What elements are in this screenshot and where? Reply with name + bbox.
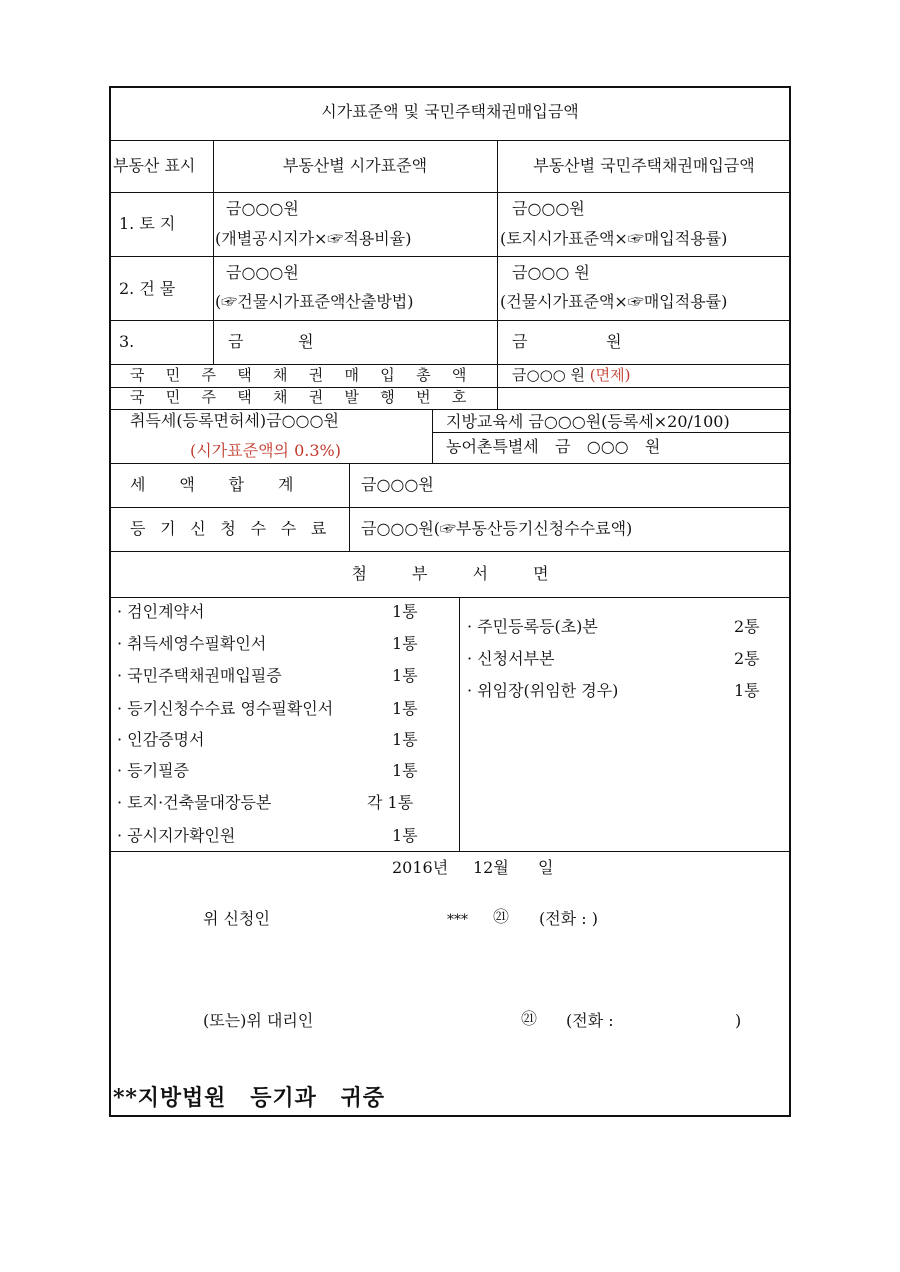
row-land-label: 1. 토 지 — [119, 214, 176, 233]
rule — [432, 409, 433, 463]
building-bond-amount: 금○○○ 원 — [512, 263, 590, 282]
bond-total-label: 국 민 주 택 채 권 매 입 총 액 — [130, 366, 475, 384]
attachment-item: · 신청서부본 — [467, 649, 555, 668]
registration-fee-amount: 금○○○원(☞부동산등기신청수수료액) — [361, 519, 633, 538]
attachment-item: · 취득세영수필확인서 — [117, 634, 267, 653]
attachment-count: 2통 — [734, 617, 760, 636]
attachment-item: · 검인계약서 — [117, 602, 205, 621]
attachment-count: 1통 — [392, 730, 418, 749]
rule — [459, 597, 460, 851]
header-property: 부동산 표시 — [113, 156, 196, 175]
agent-seal-icon: ㉑ — [521, 1009, 538, 1028]
agent-label: (또는)위 대리인 — [203, 1011, 314, 1030]
attachment-item: · 주민등록등(초)본 — [467, 617, 598, 636]
attachment-item: · 토지·건축물대장등본 — [117, 793, 272, 812]
attachment-count: 2통 — [734, 649, 760, 668]
date-month: 12월 — [473, 858, 509, 877]
row-3-bond: 금 원 — [512, 332, 622, 351]
attachment-item: · 공시지가확인원 — [117, 826, 236, 845]
applicant-label: 위 신청인 — [203, 909, 270, 928]
form-title: 시가표준액 및 국민주택채권매입금액 — [321, 102, 579, 121]
rule — [109, 507, 791, 508]
row-3-value: 금 원 — [228, 332, 314, 351]
tax-total-amount: 금○○○원 — [361, 475, 434, 494]
row-building-label: 2. 건 물 — [119, 279, 176, 298]
rural-tax: 농어촌특별세 금 ○○○ 원 — [446, 437, 661, 456]
bond-total-amount — [512, 368, 630, 383]
rule — [109, 256, 791, 257]
rule — [432, 432, 791, 433]
attachment-item: · 위임장(위임한 경우) — [467, 681, 619, 700]
rule — [109, 192, 791, 193]
attachment-count: 1통 — [392, 699, 418, 718]
rule — [109, 320, 791, 321]
building-value-amount: 금○○○원 — [226, 263, 299, 282]
rule — [109, 409, 791, 410]
land-value-note: (개별공시지가×☞적용비율) — [215, 229, 412, 248]
attachment-item: · 등기신청수수료 영수필확인서 — [117, 699, 334, 718]
attachments-title: 첨 부 서 면 — [351, 564, 549, 583]
bond-issue-no-label: 국 민 주 택 채 권 발 행 번 호 — [130, 388, 475, 406]
land-bond-note: (토지시가표준액×☞매입적용률) — [500, 229, 728, 248]
attachment-item: · 국민주택채권매입필증 — [117, 666, 282, 685]
applicant-phone: (전화 : ) — [539, 909, 598, 928]
row-3-label: 3. — [119, 332, 135, 351]
applicant-name: *** — [447, 912, 468, 928]
acquisition-tax: 취득세(등록면허세)금○○○원 — [130, 411, 339, 430]
building-value-note: (☞건물시가표준액산출방법) — [215, 292, 414, 311]
attachment-count: 1통 — [392, 666, 418, 685]
land-bond-amount: 금○○○원 — [512, 199, 585, 218]
rule — [497, 140, 498, 409]
header-bond-amount: 부동산별 국민주택채권매입금액 — [533, 156, 755, 175]
attachment-count: 1통 — [392, 761, 418, 780]
bond-exempt-note: (면제) — [589, 366, 631, 384]
court-addressee: **지방법원 등기과 귀중 — [113, 1085, 385, 1111]
header-standard-value: 부동산별 시가표준액 — [282, 156, 428, 175]
attachment-count: 1통 — [392, 602, 418, 621]
date-year: 2016년 — [392, 858, 449, 877]
date-day: 일 — [538, 858, 554, 877]
agent-phone: (전화 : — [566, 1011, 614, 1030]
rule — [109, 364, 791, 365]
rule — [109, 140, 791, 141]
rule — [109, 851, 791, 852]
attachment-count: 각 1통 — [367, 793, 414, 812]
attachment-count: 1통 — [392, 826, 418, 845]
rule — [109, 597, 791, 598]
attachment-count: 1통 — [734, 681, 760, 700]
rule — [109, 551, 791, 552]
attachment-count: 1통 — [392, 634, 418, 653]
acquisition-tax-note: (시가표준액의 0.3%) — [190, 441, 341, 460]
education-tax: 지방교육세 금○○○원(등록세×20/100) — [446, 412, 730, 431]
rule — [109, 463, 791, 464]
agent-phone-close: ) — [735, 1011, 742, 1030]
tax-total-label: 세 액 합 계 — [130, 475, 308, 494]
land-value-amount: 금○○○원 — [226, 199, 299, 218]
bond-total-value: 금○○○ 원 — [512, 366, 586, 384]
registration-fee-label: 등 기 신 청 수 수 료 — [130, 519, 332, 538]
building-bond-note: (건물시가표준액×☞매입적용률) — [500, 292, 728, 311]
attachment-item: · 인감증명서 — [117, 730, 205, 749]
applicant-seal-icon: ㉑ — [493, 907, 510, 926]
attachment-item: · 등기필증 — [117, 761, 189, 780]
rule — [349, 463, 350, 551]
